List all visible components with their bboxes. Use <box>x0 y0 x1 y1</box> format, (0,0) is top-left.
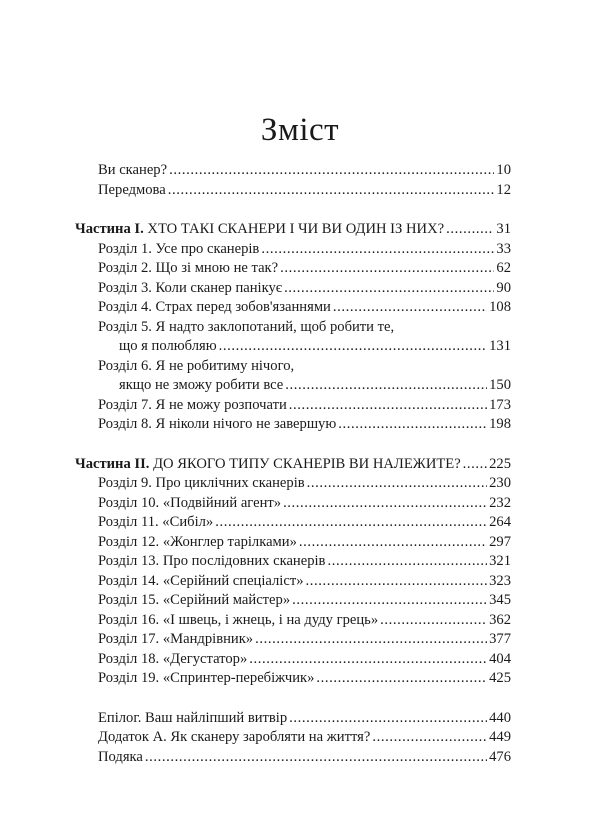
page-title: Зміст <box>260 112 340 148</box>
toc-entry <box>75 650 511 670</box>
dot-leader <box>299 533 487 553</box>
toc-entry-page: 10 <box>496 162 511 178</box>
toc-entry-page: 62 <box>496 260 511 276</box>
dot-leader <box>463 455 487 475</box>
dot-leader <box>169 161 494 181</box>
dot-leader <box>316 669 487 689</box>
part-title: ДО ЯКОГО ТИПУ СКАНЕРІВ ВИ НАЛЕЖИТЕ? <box>153 455 461 472</box>
toc-entry <box>75 337 511 357</box>
dot-leader <box>284 279 494 299</box>
toc-entry <box>75 181 511 201</box>
part-2-group <box>75 455 511 689</box>
toc-entry-first-line <box>75 357 511 377</box>
toc-entry <box>75 376 511 396</box>
toc-entry-page: 90 <box>496 279 511 296</box>
toc-entry <box>75 240 511 260</box>
toc-entry-label: Ви сканер? <box>98 162 168 178</box>
dot-leader <box>292 591 487 611</box>
toc-entry-first-line <box>75 318 511 338</box>
part-title: ХТО ТАКІ СКАНЕРИ І ЧИ ВИ ОДИН ІЗ НИХ? <box>147 221 445 237</box>
toc-entry <box>75 259 511 279</box>
dot-leader <box>145 748 487 768</box>
toc-entry-page: 225 <box>489 455 511 472</box>
dot-leader <box>219 337 488 357</box>
part-prefix: Частина II. <box>75 455 150 472</box>
toc-entry-page: 345 <box>489 592 511 608</box>
toc-entry-label: Розділ 11. «Сибіл» <box>98 514 214 530</box>
toc-entry-label: Додаток А. Як сканеру заробляти на життя? <box>98 729 371 745</box>
part-prefix: Частина I. <box>75 221 144 237</box>
toc-entry-label: якщо не зможу робити все <box>119 377 284 393</box>
toc-entry-label: Розділ 13. Про послідовних сканерів <box>98 553 326 569</box>
dot-leader <box>338 415 487 435</box>
toc-entry-label: Розділ 10. «Подвійний агент» <box>98 494 282 511</box>
toc-entry-label: Розділ 19. «Спринтер-перебіжчик» <box>98 670 315 686</box>
toc-entry <box>75 279 511 299</box>
toc-entry-label: Розділ 6. Я не робитиму нічого, <box>98 357 295 374</box>
toc-entry-page: 297 <box>489 533 511 550</box>
toc-entry-page: 362 <box>489 611 511 628</box>
dot-leader <box>380 611 487 631</box>
dot-leader <box>168 181 495 201</box>
toc-entry-page: 173 <box>489 396 511 413</box>
toc-entry-label: Розділ 2. Що зі мною не так? <box>98 260 279 276</box>
toc-entry-page: 323 <box>489 572 511 589</box>
dot-leader <box>327 552 487 572</box>
toc-entry-label: Розділ 5. Я надто заклопотаний, щоб робити те, <box>98 318 395 335</box>
front-matter-group <box>75 161 511 200</box>
dot-leader <box>333 298 487 318</box>
toc-entry <box>75 161 511 181</box>
toc-entry-page: 31 <box>496 221 511 237</box>
toc-entry-page: 230 <box>489 475 511 491</box>
part-heading <box>75 220 511 240</box>
dot-leader <box>307 474 487 494</box>
dot-leader <box>283 494 487 514</box>
back-matter-group <box>75 709 511 768</box>
toc-entry-page: 264 <box>489 514 511 530</box>
toc-entry <box>75 396 511 416</box>
toc-entry-page: 12 <box>496 181 511 198</box>
toc-entry-label: Розділ 9. Про циклічних сканерів <box>98 475 305 491</box>
part-heading-label <box>75 220 444 240</box>
toc-entry <box>75 669 511 689</box>
toc-entry-label: Розділ 1. Усе про сканерів <box>98 240 260 257</box>
part-1-chapters <box>75 240 511 435</box>
toc-entry <box>75 415 511 435</box>
toc-entry <box>75 513 511 533</box>
toc-entry-label: що я полюбляю <box>119 338 217 354</box>
dot-leader <box>446 220 494 240</box>
toc-entry <box>75 591 511 611</box>
toc-entry-page: 404 <box>489 650 511 667</box>
toc-entry-page: 33 <box>496 240 511 257</box>
toc-entry <box>75 552 511 572</box>
dot-leader <box>249 650 487 670</box>
toc-entry-label: Розділ 12. «Жонглер тарілками» <box>98 533 297 550</box>
dot-leader <box>289 709 487 729</box>
part-2-chapters <box>75 474 511 689</box>
toc-entry-label: Розділ 17. «Мандрівник» <box>98 631 254 647</box>
toc-entry-page: 131 <box>489 338 511 354</box>
toc-entry-label: Епілог. Ваш найліпший витвір <box>98 709 288 726</box>
dot-leader <box>215 513 487 533</box>
dot-leader <box>289 396 487 416</box>
toc-entry-page: 108 <box>489 299 511 315</box>
toc-entry-label: Розділ 15. «Серійний майстер» <box>98 592 291 608</box>
table-of-contents <box>75 161 511 767</box>
toc-entry <box>75 474 511 494</box>
toc-entry-label: Передмова <box>98 181 166 198</box>
part-heading <box>75 455 511 475</box>
dot-leader <box>372 728 487 748</box>
dot-leader <box>261 240 494 260</box>
toc-entry <box>75 572 511 592</box>
toc-entry-page: 321 <box>489 553 511 569</box>
toc-entry-label: Подяка <box>98 748 143 765</box>
toc-entry-label: Розділ 3. Коли сканер панікує <box>98 279 283 296</box>
toc-entry <box>75 494 511 514</box>
toc-entry-page: 232 <box>489 494 511 511</box>
toc-entry-label: Розділ 4. Страх перед зобов'язаннями <box>98 299 331 315</box>
toc-entry <box>75 630 511 650</box>
toc-entry <box>75 748 511 768</box>
dot-leader <box>285 376 487 396</box>
toc-entry <box>75 611 511 631</box>
part-1-group <box>75 220 511 435</box>
toc-entry-page: 198 <box>489 416 511 432</box>
toc-entry-label: Розділ 14. «Серійний спеціаліст» <box>98 572 304 589</box>
dot-leader <box>255 630 487 650</box>
toc-entry-label: Розділ 7. Я не можу розпочати <box>98 396 287 413</box>
toc-entry-label: Розділ 8. Я ніколи нічого не завершую <box>98 416 337 432</box>
toc-entry-page: 150 <box>489 377 511 393</box>
toc-entry-page: 476 <box>489 748 511 765</box>
toc-entry-label: Розділ 18. «Дегустатор» <box>98 650 248 667</box>
toc-entry <box>75 298 511 318</box>
toc-entry <box>75 533 511 553</box>
toc-entry-page: 425 <box>489 670 511 686</box>
toc-entry-label: Розділ 16. «І швець, і жнець, і на дуду грець» <box>98 611 379 628</box>
toc-entry <box>75 728 511 748</box>
dot-leader <box>280 259 494 279</box>
toc-entry-page: 377 <box>489 631 511 647</box>
toc-entry <box>75 709 511 729</box>
toc-entry-page: 440 <box>489 709 511 726</box>
dot-leader <box>306 572 488 592</box>
toc-entry-page: 449 <box>489 729 511 745</box>
part-heading-label <box>75 455 461 475</box>
